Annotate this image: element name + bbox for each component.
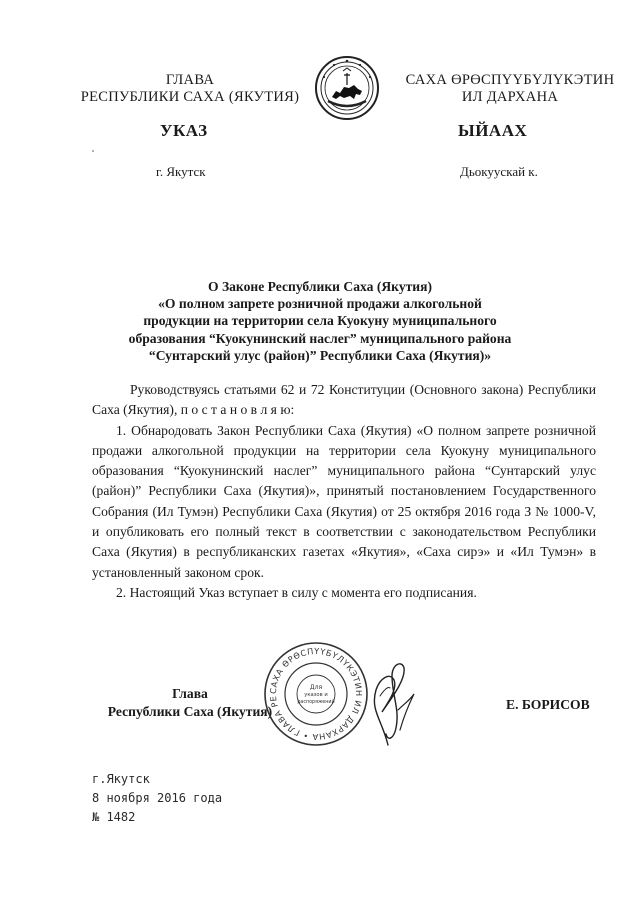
item-2-paragraph: 2. Настоящий Указ вступает в силу с момента его подписания. [116, 584, 477, 600]
registration-block [92, 770, 222, 827]
header-left-block [60, 72, 320, 106]
handwritten-signature [360, 650, 420, 750]
registration-city: г.Якутск [92, 772, 150, 786]
signatory-name: Е. БОРИСОВ [506, 697, 590, 712]
title-line: О Законе Республики Саха (Якутия) [207, 279, 433, 294]
title-line: “Сунтарский улус (район)” Республики Саха (Якутия)» [148, 347, 492, 363]
header-right-line2: ИЛ ДАРХАНА [461, 89, 559, 105]
registration-date: 8 ноября 2016 года [92, 791, 223, 805]
stamp-center-line3: распоряжений [297, 700, 335, 705]
header-left-line2: РЕСПУБЛИКИ САХА (ЯКУТИЯ) [80, 89, 300, 105]
header-right-line1: САХА ӨРӨСПҮҮБҮЛҮКЭТИН [405, 72, 615, 88]
intro-paragraph: Руководствуясь статьями 62 и 72 Конституции (Основного закона) Республики Саха (Якутия), п о с т а н о в л я ю: [92, 382, 596, 418]
city-ru: г. Якутск [156, 164, 206, 179]
title-line: продукции на территории села Куокуну муниципального [143, 313, 497, 329]
signatory-title-line1: Глава [172, 686, 208, 701]
stamp-center-line1: Для [309, 684, 323, 691]
item-1-paragraph: 1. Обнародовать Закон Республики Саха (Якутия) «О полном запрете розничной продажи алкогольной продукции на территории села Куокуну муниципального образования “Куокунинский наслег” муниципального района “Сунтарский улус (район)” Республики Саха (Якутия)», принятый постановлением Государственного Собрания (Ил Тумэн) Республики Саха (Якутия) от 25 октября 2016 года З № 1000-V, и опубликовать его полный текст в соответствии с законодательством Республики Саха (Якутия) в республиканских газетах «Якутия», «Саха сирэ» и «Ил Тумэн» в установленный законом срок. [92, 422, 596, 580]
official-stamp-icon [262, 640, 370, 748]
signatory-title [90, 685, 290, 721]
doc-type-ru: УКАЗ [160, 121, 208, 140]
header-right-block [380, 72, 640, 106]
registration-number: № 1482 [92, 810, 136, 824]
stamp-ring-text: САХА ӨРӨСПҮҮБҮЛҮКЭТИН ИЛ ДАРХАНА • ГЛАВА РЕ [267, 645, 365, 743]
stamp-center-line2: указов и [304, 692, 328, 698]
coat-of-arms-icon [314, 55, 380, 121]
doc-type-sakha: ЫЙААХ [458, 121, 528, 140]
scan-speck [92, 150, 94, 152]
title-line: «О полном запрете розничной продажи алкогольной [158, 296, 482, 312]
decree-body [92, 380, 596, 603]
header-left-line1: ГЛАВА [165, 72, 215, 88]
city-sakha: Дьокуускай к. [460, 164, 538, 179]
signatory-title-line2: Республики Саха (Якутия) [107, 704, 273, 719]
title-line: образования “Куокунинский наслег” муниципального района [128, 330, 512, 346]
decree-title [80, 278, 560, 364]
